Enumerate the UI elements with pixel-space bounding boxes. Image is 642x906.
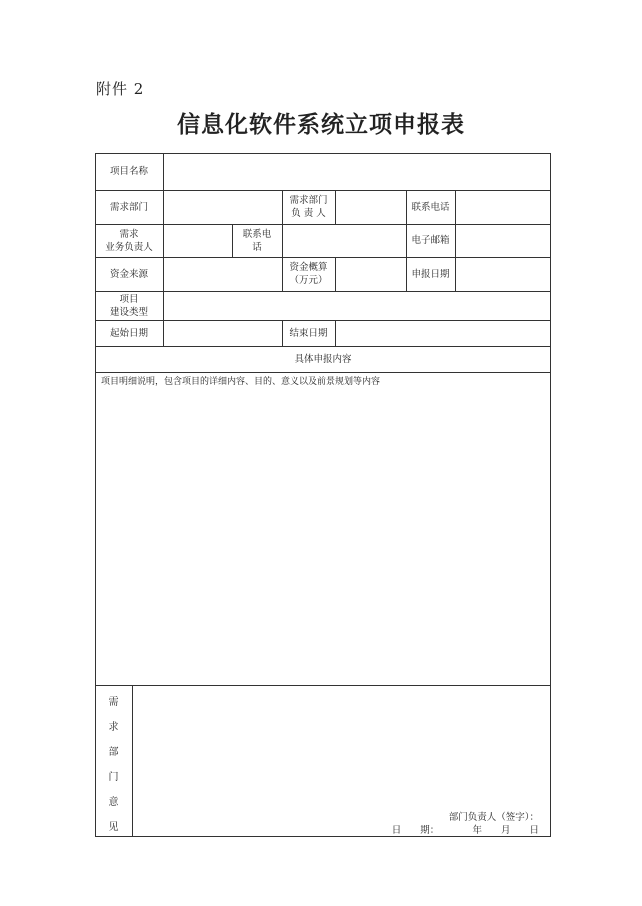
report-date-label: 申报日期 [411,268,450,280]
opinion-char: 求 [108,722,119,733]
label-line: 建设类型 [109,306,148,318]
contact-phone-label: 联系电话 [411,201,450,213]
end-date-field[interactable] [336,321,550,346]
label-line: （万元） [289,275,328,286]
row-divider [95,372,551,373]
opinion-char: 见 [108,822,119,833]
demand-dept-label: 需求部门 [109,201,148,213]
application-form [95,153,551,837]
start-date-label: 起始日期 [109,327,148,339]
dept-opinion-label [95,685,132,837]
start-date-field[interactable] [164,321,282,346]
dept-opinion-field[interactable] [133,686,550,801]
report-date-field[interactable] [456,258,550,291]
content-detail-area[interactable] [96,389,550,685]
build-type-label [95,291,163,320]
project-name-label: 项目名称 [109,166,148,177]
budget-label [282,257,335,291]
business-owner-field[interactable] [164,225,232,257]
label-line: 需求 [119,228,139,240]
label-line: 话 [252,241,262,253]
opinion-char: 意 [108,797,119,808]
label-line: 项目 [119,293,139,305]
signature-label: 部门负责人（签字）： [448,812,539,823]
contact-phone2-field[interactable] [283,225,406,257]
opinion-char: 门 [108,772,119,783]
demand-dept-head-label [282,190,335,224]
content-header: 具体申报内容 [294,353,352,365]
fund-source-field[interactable] [164,258,282,291]
label-line: 业务负责人 [105,241,153,253]
budget-field[interactable] [336,258,406,291]
build-type-field[interactable] [164,292,550,320]
label-line: 资金概算 [289,262,328,273]
contact-phone2-label [232,224,282,257]
project-name-field[interactable] [164,154,550,190]
attachment-label: 附件 2 [96,80,145,98]
opinion-char: 部 [108,747,119,758]
demand-dept-field[interactable] [164,191,282,224]
form-border-right [550,153,551,837]
contact-phone-field[interactable] [456,191,550,224]
email-label: 电子邮箱 [411,235,450,246]
label-line: 负 责 人 [291,208,326,219]
form-title: 信息化软件系统立项申报表 [177,111,465,138]
label-line: 联系电 [242,228,272,240]
content-description: 项目明细说明，包含项目的详细内容、目的、意义以及前景规划等内容 [101,377,381,387]
form-border-bottom [95,836,551,837]
business-owner-label [95,224,163,257]
fund-source-label: 资金来源 [109,268,148,280]
label-line: 需求部门 [289,195,328,206]
signature-date-label: 日 期： 年 月 日 [391,825,539,836]
opinion-char: 需 [108,697,119,708]
email-field[interactable] [456,225,550,257]
end-date-label: 结束日期 [289,327,328,339]
demand-dept-head-field[interactable] [336,191,406,224]
